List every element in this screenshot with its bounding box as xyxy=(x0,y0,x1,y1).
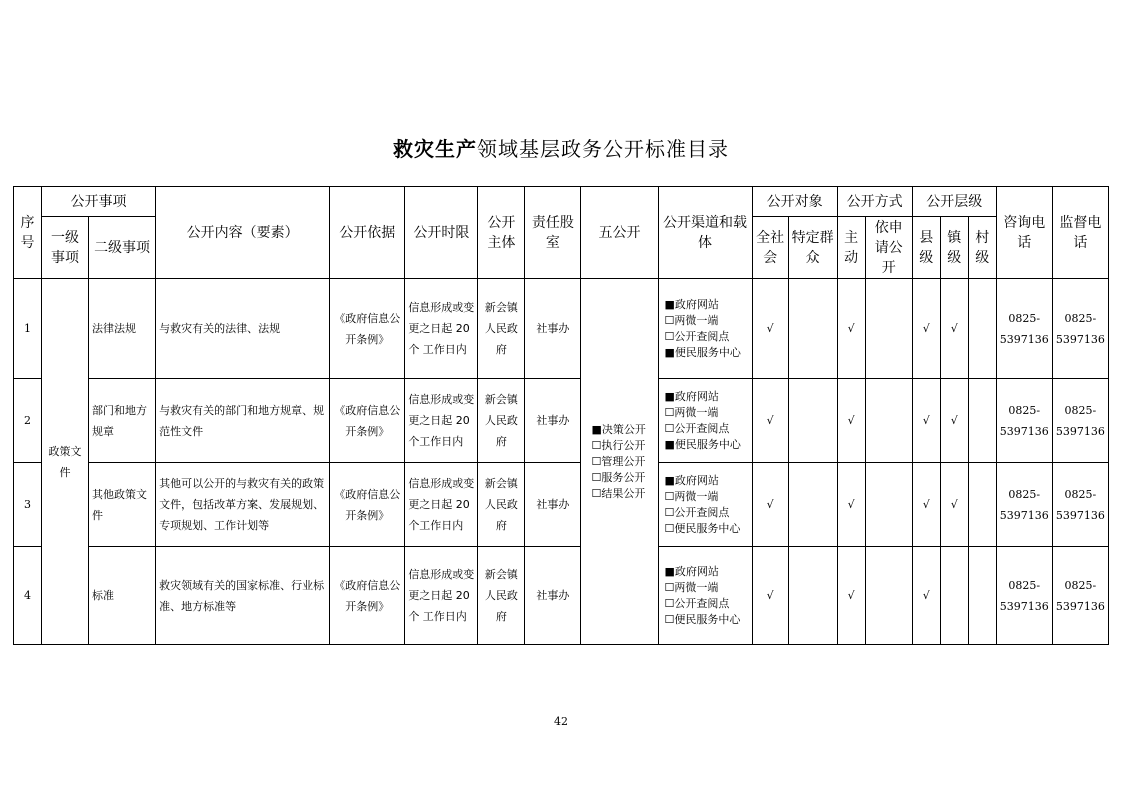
row-channel xyxy=(658,279,752,379)
row-specific xyxy=(788,379,837,463)
row-seq: 2 xyxy=(14,379,42,463)
row-content: 与救灾有关的部门和地方规章、规范性文件 xyxy=(156,379,330,463)
row-all-society: √ xyxy=(752,547,788,645)
row-level2: 部门和地方规章 xyxy=(89,379,156,463)
row-town: √ xyxy=(940,379,968,463)
header-channel: 公开渠道和载体 xyxy=(658,187,752,279)
row-county: √ xyxy=(912,379,940,463)
row-county: √ xyxy=(912,547,940,645)
row-consult-phone: 0825-5397136 xyxy=(996,547,1052,645)
header-seq: 序号 xyxy=(14,187,42,279)
row-seq: 3 xyxy=(14,463,42,547)
table-row xyxy=(14,279,1109,379)
channel-item: ☐公开查阅点 xyxy=(664,421,730,435)
row-consult-phone: 0825-5397136 xyxy=(996,379,1052,463)
header-specific-group: 特定群众 xyxy=(788,217,837,279)
header-five-open: 五公开 xyxy=(581,187,658,279)
row-time-limit: 信息形成或变更之日起 20 个工作日内 xyxy=(405,379,478,463)
row-county: √ xyxy=(912,279,940,379)
header-level2: 二级事项 xyxy=(89,217,156,279)
row-subject: 新会镇人民政府 xyxy=(478,379,525,463)
page-title xyxy=(0,133,1122,162)
header-items-group: 公开事项 xyxy=(42,187,156,217)
row-supervise-phone: 0825-5397136 xyxy=(1052,279,1108,379)
channel-item: ■政府网站 xyxy=(664,473,719,487)
row-basis: 《政府信息公开条例》 xyxy=(330,463,405,547)
row-specific xyxy=(788,279,837,379)
row-seq: 1 xyxy=(14,279,42,379)
channel-item: ☐两微一端 xyxy=(664,489,719,503)
header-method-group: 公开方式 xyxy=(837,187,912,217)
row-office: 社事办 xyxy=(525,547,581,645)
header-content: 公开内容（要素） xyxy=(156,187,330,279)
header-time-limit: 公开时限 xyxy=(405,187,478,279)
row-village xyxy=(968,279,996,379)
row-village xyxy=(968,463,996,547)
row-time-limit: 信息形成或变更之日起 20 个 工作日内 xyxy=(405,547,478,645)
row-subject: 新会镇人民政府 xyxy=(478,463,525,547)
row-level2: 其他政策文件 xyxy=(89,463,156,547)
table-row xyxy=(14,463,1109,547)
row-time-limit: 信息形成或变更之日起 20 个工作日内 xyxy=(405,463,478,547)
row-request xyxy=(865,279,912,379)
row-level2: 标准 xyxy=(89,547,156,645)
level1-cell: 政策文件 xyxy=(42,279,89,645)
row-supervise-phone: 0825-5397136 xyxy=(1052,463,1108,547)
header-county: 县级 xyxy=(912,217,940,279)
row-basis: 《政府信息公开条例》 xyxy=(330,279,405,379)
row-active: √ xyxy=(837,279,865,379)
row-request xyxy=(865,547,912,645)
five-open-cell xyxy=(581,279,658,645)
row-active: √ xyxy=(837,463,865,547)
row-content: 与救灾有关的法律、法规 xyxy=(156,279,330,379)
row-subject: 新会镇人民政府 xyxy=(478,547,525,645)
channel-item: ☐公开查阅点 xyxy=(664,596,730,610)
table-row xyxy=(14,547,1109,645)
page-number: 42 xyxy=(554,715,568,728)
row-channel xyxy=(658,463,752,547)
row-basis: 《政府信息公开条例》 xyxy=(330,547,405,645)
channel-item: ■便民服务中心 xyxy=(664,345,741,359)
row-supervise-phone: 0825-5397136 xyxy=(1052,547,1108,645)
row-channel xyxy=(658,547,752,645)
header-office: 责任股室 xyxy=(525,187,581,279)
header-subject: 公开主体 xyxy=(478,187,525,279)
header-basis: 公开依据 xyxy=(330,187,405,279)
channel-item: ■政府网站 xyxy=(664,297,719,311)
header-active: 主动 xyxy=(837,217,865,279)
five-open-item: ☐执行公开 xyxy=(591,438,646,452)
header-town: 镇级 xyxy=(940,217,968,279)
channel-item: ☐便民服务中心 xyxy=(664,612,741,626)
row-town: √ xyxy=(940,279,968,379)
row-all-society: √ xyxy=(752,463,788,547)
row-office: 社事办 xyxy=(525,379,581,463)
header-level-group: 公开层级 xyxy=(912,187,996,217)
row-village xyxy=(968,547,996,645)
channel-item: ☐便民服务中心 xyxy=(664,521,741,535)
table-row xyxy=(14,379,1109,463)
row-village xyxy=(968,379,996,463)
row-office: 社事办 xyxy=(525,463,581,547)
row-all-society: √ xyxy=(752,379,788,463)
row-content: 救灾领域有关的国家标准、行业标准、地方标准等 xyxy=(156,547,330,645)
row-active: √ xyxy=(837,547,865,645)
row-town xyxy=(940,547,968,645)
row-all-society: √ xyxy=(752,279,788,379)
row-specific xyxy=(788,547,837,645)
row-content: 其他可以公开的与救灾有关的政策文件，包括改革方案、发展规划、专项规划、工作计划等 xyxy=(156,463,330,547)
channel-item: ■政府网站 xyxy=(664,389,719,403)
row-channel xyxy=(658,379,752,463)
title-rest: 领域基层政务公开标准目录 xyxy=(477,137,729,161)
row-request xyxy=(865,463,912,547)
row-basis: 《政府信息公开条例》 xyxy=(330,379,405,463)
channel-item: ☐两微一端 xyxy=(664,313,719,327)
row-consult-phone: 0825-5397136 xyxy=(996,279,1052,379)
row-specific xyxy=(788,463,837,547)
channel-item: ■政府网站 xyxy=(664,564,719,578)
channel-item: ☐两微一端 xyxy=(664,405,719,419)
row-subject: 新会镇人民政府 xyxy=(478,279,525,379)
channel-item: ■便民服务中心 xyxy=(664,437,741,451)
row-supervise-phone: 0825-5397136 xyxy=(1052,379,1108,463)
header-on-request: 依申请公开 xyxy=(865,217,912,279)
header-all-society: 全社会 xyxy=(752,217,788,279)
row-request xyxy=(865,379,912,463)
row-consult-phone: 0825-5397136 xyxy=(996,463,1052,547)
channel-item: ☐公开查阅点 xyxy=(664,329,730,343)
five-open-item: ☐结果公开 xyxy=(591,486,646,500)
header-level1: 一级事项 xyxy=(42,217,89,279)
row-town: √ xyxy=(940,463,968,547)
header-supervise-phone: 监督电话 xyxy=(1052,187,1108,279)
five-open-item: ■决策公开 xyxy=(591,422,646,436)
row-office: 社事办 xyxy=(525,279,581,379)
catalog-table xyxy=(13,186,1109,645)
header-consult-phone: 咨询电话 xyxy=(996,187,1052,279)
title-bold: 救灾生产 xyxy=(393,137,477,161)
five-open-item: ☐管理公开 xyxy=(591,454,646,468)
five-open-item: ☐服务公开 xyxy=(591,470,646,484)
row-seq: 4 xyxy=(14,547,42,645)
row-time-limit: 信息形成或变更之日起 20 个 工作日内 xyxy=(405,279,478,379)
row-county: √ xyxy=(912,463,940,547)
header-target-group: 公开对象 xyxy=(752,187,837,217)
row-active: √ xyxy=(837,379,865,463)
channel-item: ☐两微一端 xyxy=(664,580,719,594)
row-level2: 法律法规 xyxy=(89,279,156,379)
channel-item: ☐公开查阅点 xyxy=(664,505,730,519)
header-village: 村级 xyxy=(968,217,996,279)
